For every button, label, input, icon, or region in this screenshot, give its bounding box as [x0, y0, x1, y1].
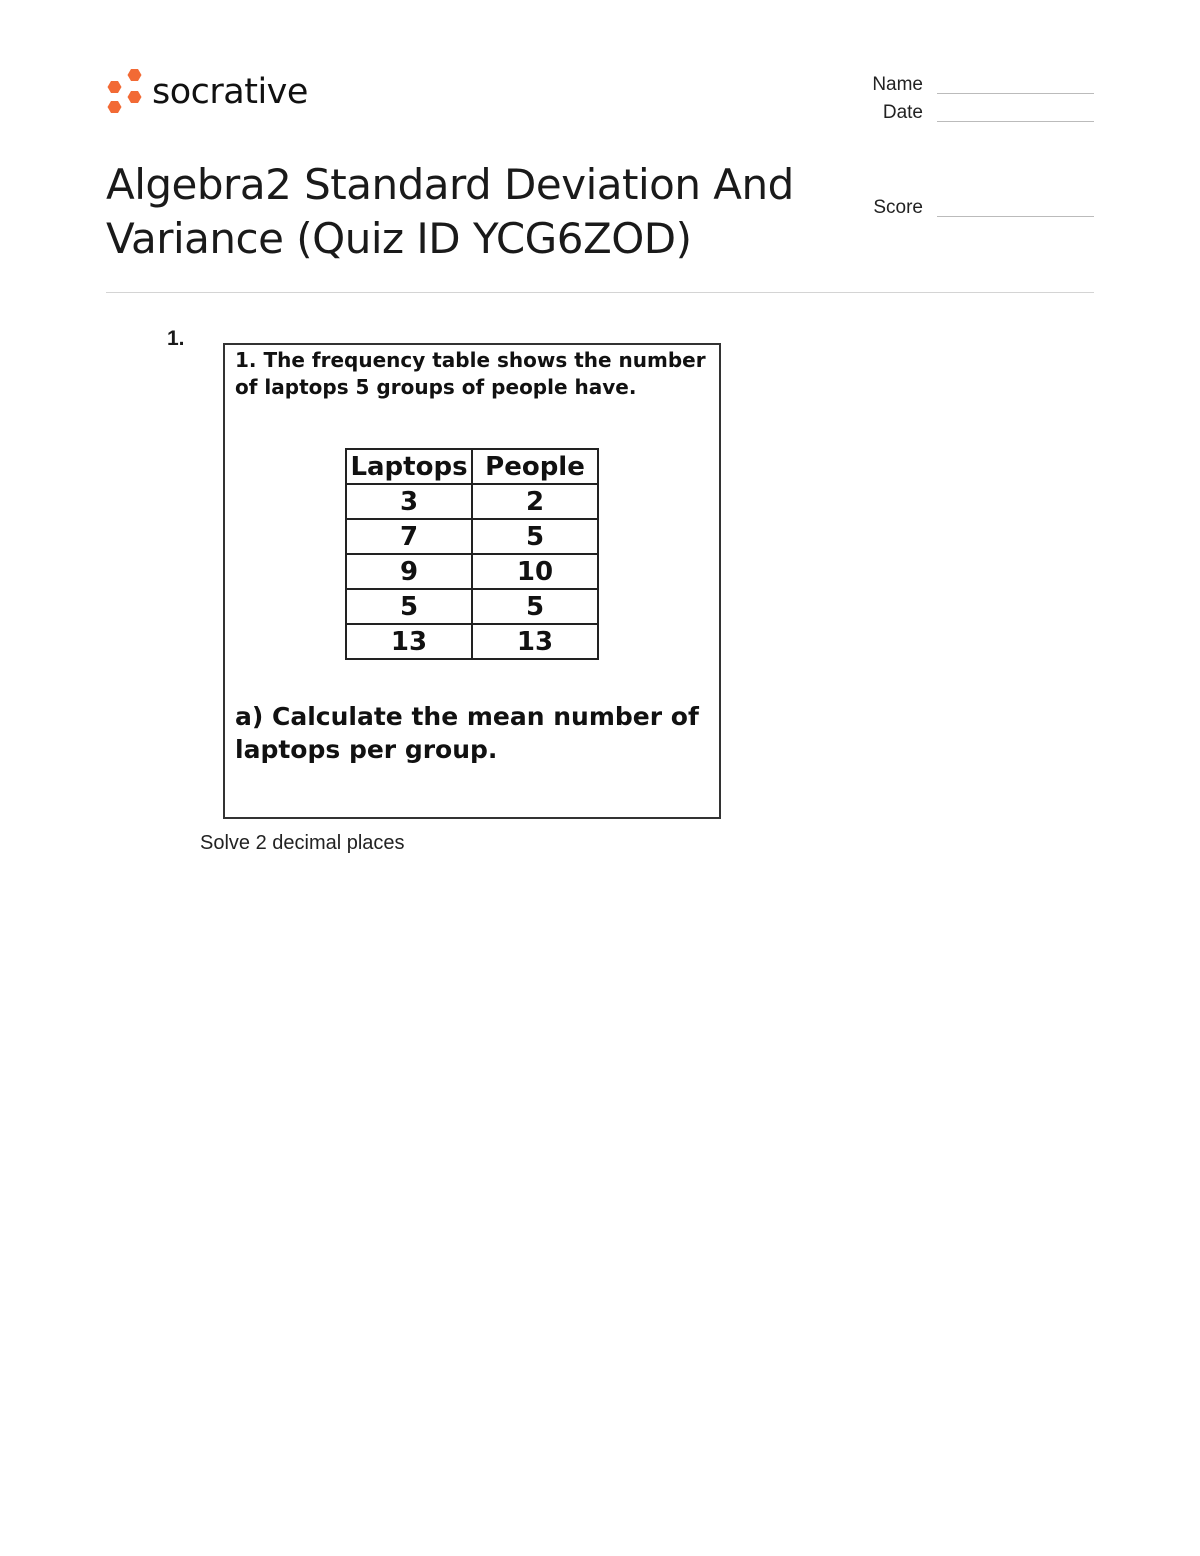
header-people: People: [472, 449, 598, 484]
table-row: [346, 589, 598, 624]
question-note: Solve 2 decimal places: [200, 832, 405, 854]
cell: 3: [346, 484, 472, 519]
hexagon-logo-icon: [104, 68, 144, 116]
cell: 13: [346, 624, 472, 659]
cell: 2: [472, 484, 598, 519]
cell: 5: [346, 589, 472, 624]
table-row: [346, 554, 598, 589]
cell: 10: [472, 554, 598, 589]
date-label: Date: [882, 102, 923, 123]
score-line: [937, 216, 1094, 217]
header-divider: [106, 292, 1094, 293]
table-row: [346, 484, 598, 519]
socrative-logo: [104, 68, 308, 116]
cell: 5: [472, 519, 598, 554]
table-row: [346, 624, 598, 659]
cell: 5: [472, 589, 598, 624]
page-title: Algebra2 Standard Deviation And Variance (Quiz ID YCG6ZOD): [106, 160, 794, 263]
question-part-a: a) Calculate the mean number of laptops per group.: [235, 702, 699, 764]
cell: 7: [346, 519, 472, 554]
name-line: [937, 93, 1094, 94]
frequency-table: [345, 448, 599, 660]
name-label: Name: [872, 74, 923, 95]
question-image: [223, 343, 721, 819]
header-laptops: Laptops: [346, 449, 472, 484]
cell: 9: [346, 554, 472, 589]
date-line: [937, 121, 1094, 122]
cell: 13: [472, 624, 598, 659]
table-row: [346, 519, 598, 554]
logo-text: socrative: [152, 72, 308, 112]
date-field[interactable]: [850, 102, 1094, 124]
question-number: 1.: [167, 327, 185, 350]
score-label: Score: [873, 197, 923, 218]
table-header-row: [346, 449, 598, 484]
name-field[interactable]: [850, 74, 1094, 96]
score-field[interactable]: [850, 197, 1094, 219]
question-text: 1. The frequency table shows the number of laptops 5 groups of people have.: [235, 348, 706, 399]
